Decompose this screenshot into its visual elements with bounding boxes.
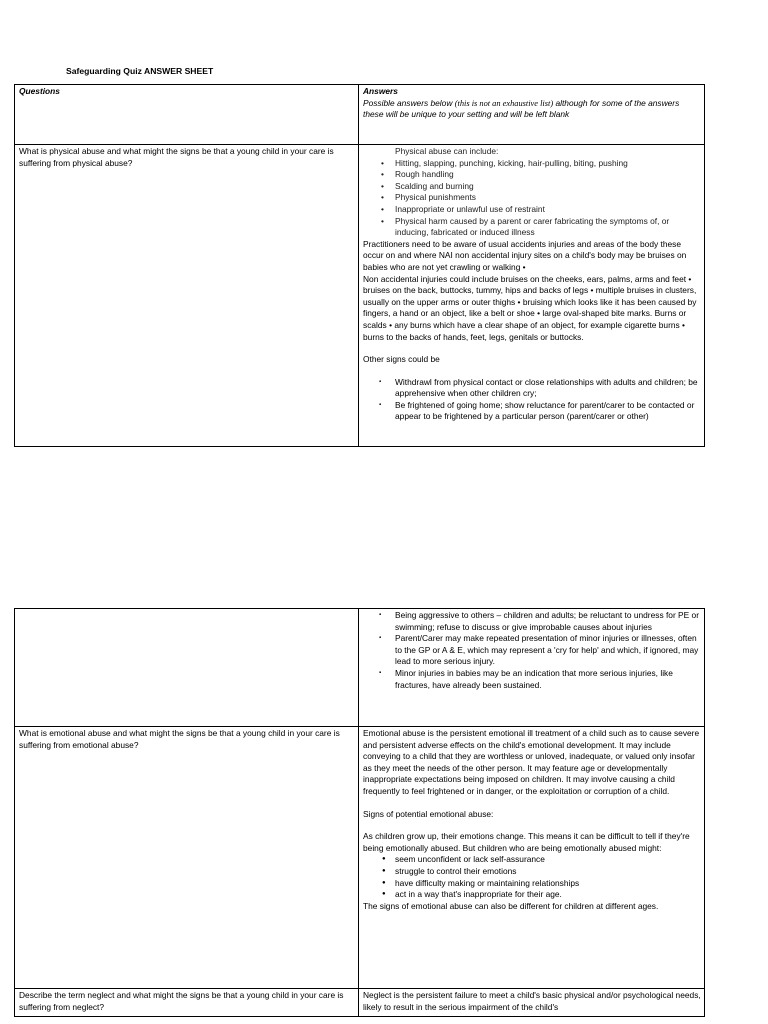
- note-part-a: Possible answers below: [363, 97, 455, 108]
- answer-paragraph: Non accidental injuries could include bruises on the cheeks, ears, palms, arms and feet • bruises on the back, buttocks, tummy, hips and backs of legs • multiple bruises in clusters, usually on the upper arms or outer thighs • bruising which looks like it has been caused by fingers, a hand or an object, like a belt or shoe • large oval-shaped bite marks. Burns or scalds • any burns which have a clear shape of an object, for example cigarette burns • burns to the backs of hands, feet, legs, genitals or buttocks.: [363, 273, 697, 342]
- list-item: ● have difficulty making or maintaining relationships: [363, 878, 701, 890]
- list-item: • Hitting, slapping, punching, kicking, hair-pulling, biting, pushing: [363, 158, 701, 170]
- table-row: [15, 989, 705, 1017]
- list-item: ● act in a way that's inappropriate for their age.: [363, 889, 701, 901]
- answer-intro: Physical abuse can include:: [395, 146, 499, 156]
- question-empty-cell: [15, 609, 359, 727]
- list-item: ▪ Parent/Carer may make repeated presentation of minor injuries or illnesses, often to the GP or A & E, which may represent a 'cry for help' and which, if ignored, may lead to more serious injury.: [363, 633, 701, 668]
- answer-neglect: Neglect is the persistent failure to meet a child's basic physical and/or psychological needs, likely to result in the serious impairment of the child's: [359, 989, 705, 1017]
- note-part-b: (this is not an exhaustive list): [454, 98, 554, 108]
- emotional-abuse-list: [363, 854, 701, 900]
- list-item: ▪ Being aggressive to others – children and adults; be reluctant to undress for PE or swimming; refuse to discuss or give improbable causes about injuries: [363, 610, 701, 633]
- list-item: • Physical punishments: [363, 192, 701, 204]
- question-emotional-abuse: What is emotional abuse and what might the signs be that a young child in your care is suffering from emotional abuse?: [15, 727, 359, 989]
- list-item: • Scalding and burning: [363, 181, 701, 193]
- answer-paragraph: Emotional abuse is the persistent emotional ill treatment of a child such as to cause severe and persistent adverse effects on the child's emotional development. It may include conveying to a child that they are worthless or unloved, inadequate, or valued only insofar as they meet the needs of the other person. It may feature age or developmentally inappropriate expectations being imposed on children. It may involve causing a child frequently to feel frightened or in danger, or the exploitation or corruption of a child.: [363, 728, 700, 796]
- list-item: • Rough handling: [363, 169, 701, 181]
- answers-note: [363, 98, 701, 121]
- other-signs-list-continued: [363, 610, 701, 691]
- question-physical-abuse: What is physical abuse and what might the signs be that a young child in your care is suffering from physical abuse?: [15, 145, 359, 447]
- answer-paragraph: Practitioners need to be aware of usual accidents injuries and areas of the body these occur on and where NAI non accidental injury sites on a child's body may be bruises on babies who are not yet crawling or walking •: [363, 238, 687, 272]
- list-item: ▪ Be frightened of going home; show reluctance for parent/carer to be contacted or appear to be frightened by a particular person (parent/carer or other): [363, 400, 701, 423]
- answer-paragraph: As children grow up, their emotions change. This means it can be difficult to tell if they're being emotionally abused. But children who are being emotionally abused might:: [363, 831, 690, 853]
- answers-header: Answers: [363, 86, 398, 96]
- answer-emotional-abuse: [359, 727, 705, 989]
- qa-table-page-1: [14, 84, 705, 447]
- physical-abuse-list: [363, 158, 701, 239]
- question-neglect: Describe the term neglect and what might the signs be that a young child in your care is suffering from neglect?: [15, 989, 359, 1017]
- table-row: [15, 609, 705, 727]
- questions-header: Questions: [15, 85, 359, 145]
- list-item: ● seem unconfident or lack self-assurance: [363, 854, 701, 866]
- list-item: ▪ Withdrawl from physical contact or close relationships with adults and children; be apprehensive when other children cry;: [363, 377, 701, 400]
- table-row: [15, 727, 705, 989]
- table-header-row: [15, 85, 705, 145]
- answer-paragraph: Other signs could be: [363, 354, 440, 365]
- document-title: Safeguarding Quiz ANSWER SHEET: [66, 66, 214, 76]
- list-item: ▪ Minor injuries in babies may be an indication that more serious injuries, like fractures, have already been sustained.: [363, 668, 701, 691]
- answers-header-cell: [359, 85, 705, 145]
- list-item: ● struggle to control their emotions: [363, 866, 701, 878]
- answer-paragraph: The signs of emotional abuse can also be different for children at different ages.: [363, 900, 659, 911]
- list-item: • Inappropriate or unlawful use of restraint: [363, 204, 701, 216]
- qa-table-page-2: [14, 608, 705, 1017]
- note-part-c: although for some of the answers these will be unique to your setting and will be left blank: [363, 97, 680, 120]
- answer-physical-abuse-continued: [359, 609, 705, 727]
- table-row: [15, 145, 705, 447]
- answer-physical-abuse: [359, 145, 705, 447]
- other-signs-list: [363, 377, 701, 423]
- list-item: • Physical harm caused by a parent or carer fabricating the symptoms of, or inducing, fabricated or induced illness: [363, 216, 701, 239]
- answer-paragraph: Signs of potential emotional abuse:: [363, 808, 494, 819]
